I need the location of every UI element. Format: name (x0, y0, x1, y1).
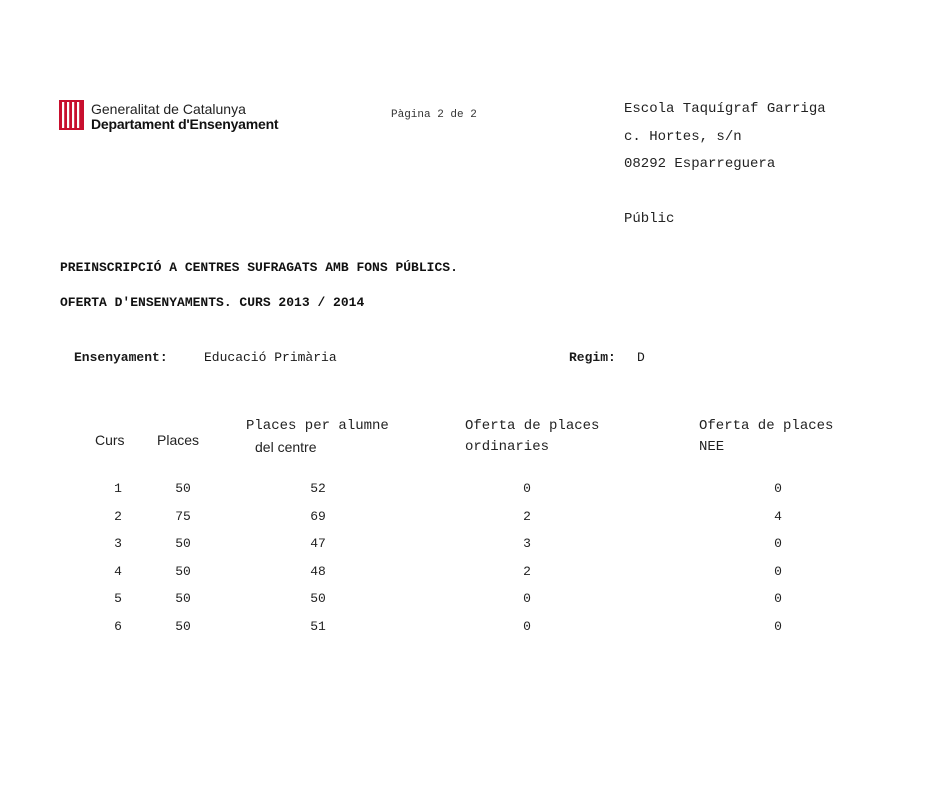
regim-value: D (637, 350, 645, 365)
page-indicator: Pàgina 2 de 2 (391, 109, 477, 121)
cell-alumne: 52 (310, 481, 326, 496)
cell-places: 50 (175, 536, 191, 551)
cell-places: 50 (175, 563, 191, 579)
cell-ordinaries: 0 (523, 591, 531, 606)
school-name: Escola Taquígraf Garriga (624, 101, 826, 117)
school-type: Públic (624, 211, 675, 227)
header-places: Places (157, 432, 200, 448)
cell-alumne: 47 (310, 536, 326, 551)
cell-places: 50 (175, 481, 191, 496)
cell-ordinaries: 0 (523, 618, 531, 634)
cell-nee: 0 (774, 563, 782, 579)
cell-alumne: 50 (310, 591, 326, 606)
cell-curs: 5 (114, 591, 122, 606)
cell-nee: 0 (774, 591, 782, 606)
cell-places: 50 (175, 618, 191, 634)
cell-curs: 6 (114, 618, 122, 634)
cell-alumne: 69 (310, 508, 326, 524)
cell-curs: 1 (114, 481, 122, 496)
ensenyament-value: Educació Primària (204, 350, 337, 365)
header-nee-line2: NEE (699, 439, 725, 455)
cell-alumne: 48 (310, 563, 326, 579)
cell-ordinaries: 2 (523, 508, 531, 524)
cell-places: 75 (175, 508, 191, 524)
cell-ordinaries: 3 (523, 536, 531, 551)
generalitat-stripes-icon (59, 100, 84, 130)
header-ordinaries-line2: ordinaries (465, 439, 550, 455)
header-places-alumne-line1: Places per alumne (246, 418, 389, 434)
cell-alumne: 51 (310, 618, 326, 634)
document-subtitle: OFERTA D'ENSENYAMENTS. CURS 2013 / 2014 (60, 295, 365, 310)
cell-nee: 0 (774, 536, 782, 551)
cell-ordinaries: 2 (523, 563, 531, 579)
ensenyament-label: Ensenyament: (74, 350, 168, 365)
header-curs: Curs (95, 432, 125, 448)
header-places-alumne-line2: del centre (255, 439, 317, 455)
org-name-line2: Departament d'Ensenyament (91, 116, 279, 132)
cell-places: 50 (175, 591, 191, 606)
regim-label: Regim: (569, 350, 616, 365)
school-street: c. Hortes, s/n (624, 129, 742, 145)
school-city: 08292 Esparreguera (624, 156, 776, 172)
cell-nee: 4 (774, 508, 782, 524)
header-nee-line1: Oferta de places (699, 418, 834, 434)
org-name-line1: Generalitat de Catalunya (91, 101, 246, 117)
cell-ordinaries: 0 (523, 481, 531, 496)
header-ordinaries-line1: Oferta de places (465, 418, 600, 434)
cell-curs: 3 (114, 536, 122, 551)
cell-nee: 0 (774, 481, 782, 496)
cell-curs: 4 (114, 563, 122, 579)
cell-curs: 2 (114, 508, 122, 524)
cell-nee: 0 (774, 618, 782, 634)
document-title: PREINSCRIPCIÓ A CENTRES SUFRAGATS AMB FONS PÚBLICS. (60, 260, 458, 275)
